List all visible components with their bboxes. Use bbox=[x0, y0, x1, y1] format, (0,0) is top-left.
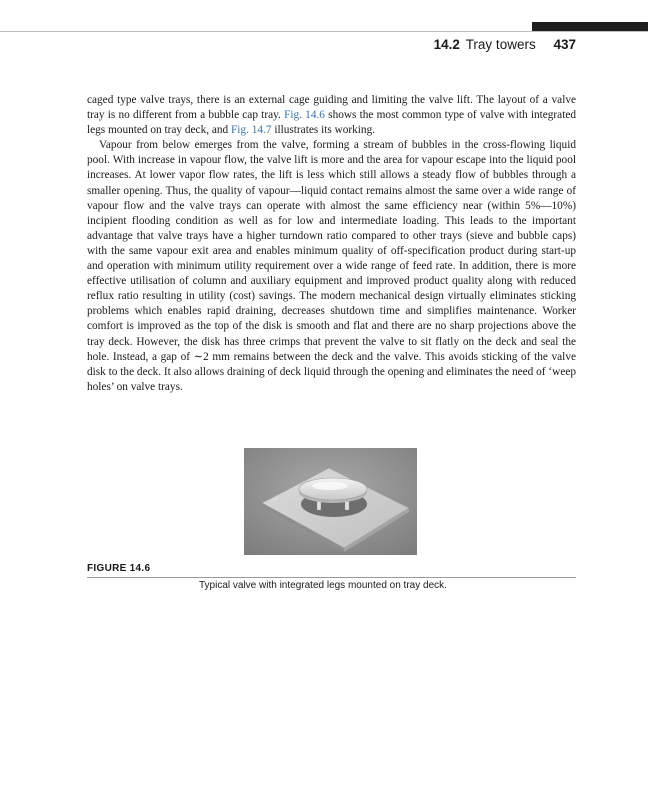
figure-link[interactable]: Fig. 14.7 bbox=[231, 124, 272, 137]
paragraph: Vapour from below emerges from the valve, forming a stream of bubbles in the cross-flowing liquid pool. With increase in vapour flow, the valve lift is more and the area for vapour escape into the liquid pool increases. At lower vapor flow rates, the lift is less which still allows a steady flow of bubbles through a smaller opening. Thus, the quality of vapour—liquid contact remains almost the same over a wide range of vapour flow and the valve trays can operate with almost the same efficiency near (within 5%—10%) incipient flooding condition as well as for low and intermediate loading. This leads to the important advantage that valve trays have a higher turndown ratio compared to other trays (sieve and bubble caps) with the same vapour exit area and enables minimum quality of off-specification product during start-up and operation with minimum utility requirement over a wide range of feed rate. In addition, there is more effective utilisation of column and auxiliary equipment and improved product quality along with reduced reflux ratio resulting in utility (cost) savings. The modern mechanical design virtually eliminates sticking problems which enables rapid draining, decreases shutdown time and simplifies maintenance. Worker comfort is improved as the top of the disk is smooth and flat and there are no sharp projections above the tray deck. However, the disk has three crimps that prevent the valve to sit flatly on the deck and seal the hole. Instead, a gap of ∼2 mm remains between the deck and the valve. This avoids sticking of the valve disk to the deck. It also allows draining of deck liquid through the opening and eliminates the need of ‘weep holes’ on valve trays. bbox=[87, 139, 576, 393]
figure-caption: Typical valve with integrated legs mounted on tray deck. bbox=[199, 580, 447, 591]
paragraph-text: illustrates its working. bbox=[271, 124, 376, 137]
figure-label: FIGURE 14.6 bbox=[87, 563, 151, 574]
running-head bbox=[434, 36, 576, 54]
paragraph-text: caged type valve trays, there is an external cage guiding and limiting the valve lift. The layout of a valve tray is no different from a bubble cap tray. bbox=[87, 94, 576, 122]
section-title: Tray towers bbox=[465, 37, 536, 52]
header-rule bbox=[0, 31, 648, 32]
section-number: 14.2 bbox=[433, 37, 460, 52]
body-text bbox=[87, 93, 576, 395]
paragraph bbox=[87, 93, 576, 138]
figure-rule bbox=[87, 577, 576, 578]
paragraph-text: shows the most common type of valve with integrated legs mounted on tray deck, and bbox=[87, 109, 576, 137]
valve-photo bbox=[244, 448, 417, 555]
page-number: 437 bbox=[553, 37, 576, 52]
figure-link[interactable]: Fig. 14.6 bbox=[284, 109, 325, 122]
